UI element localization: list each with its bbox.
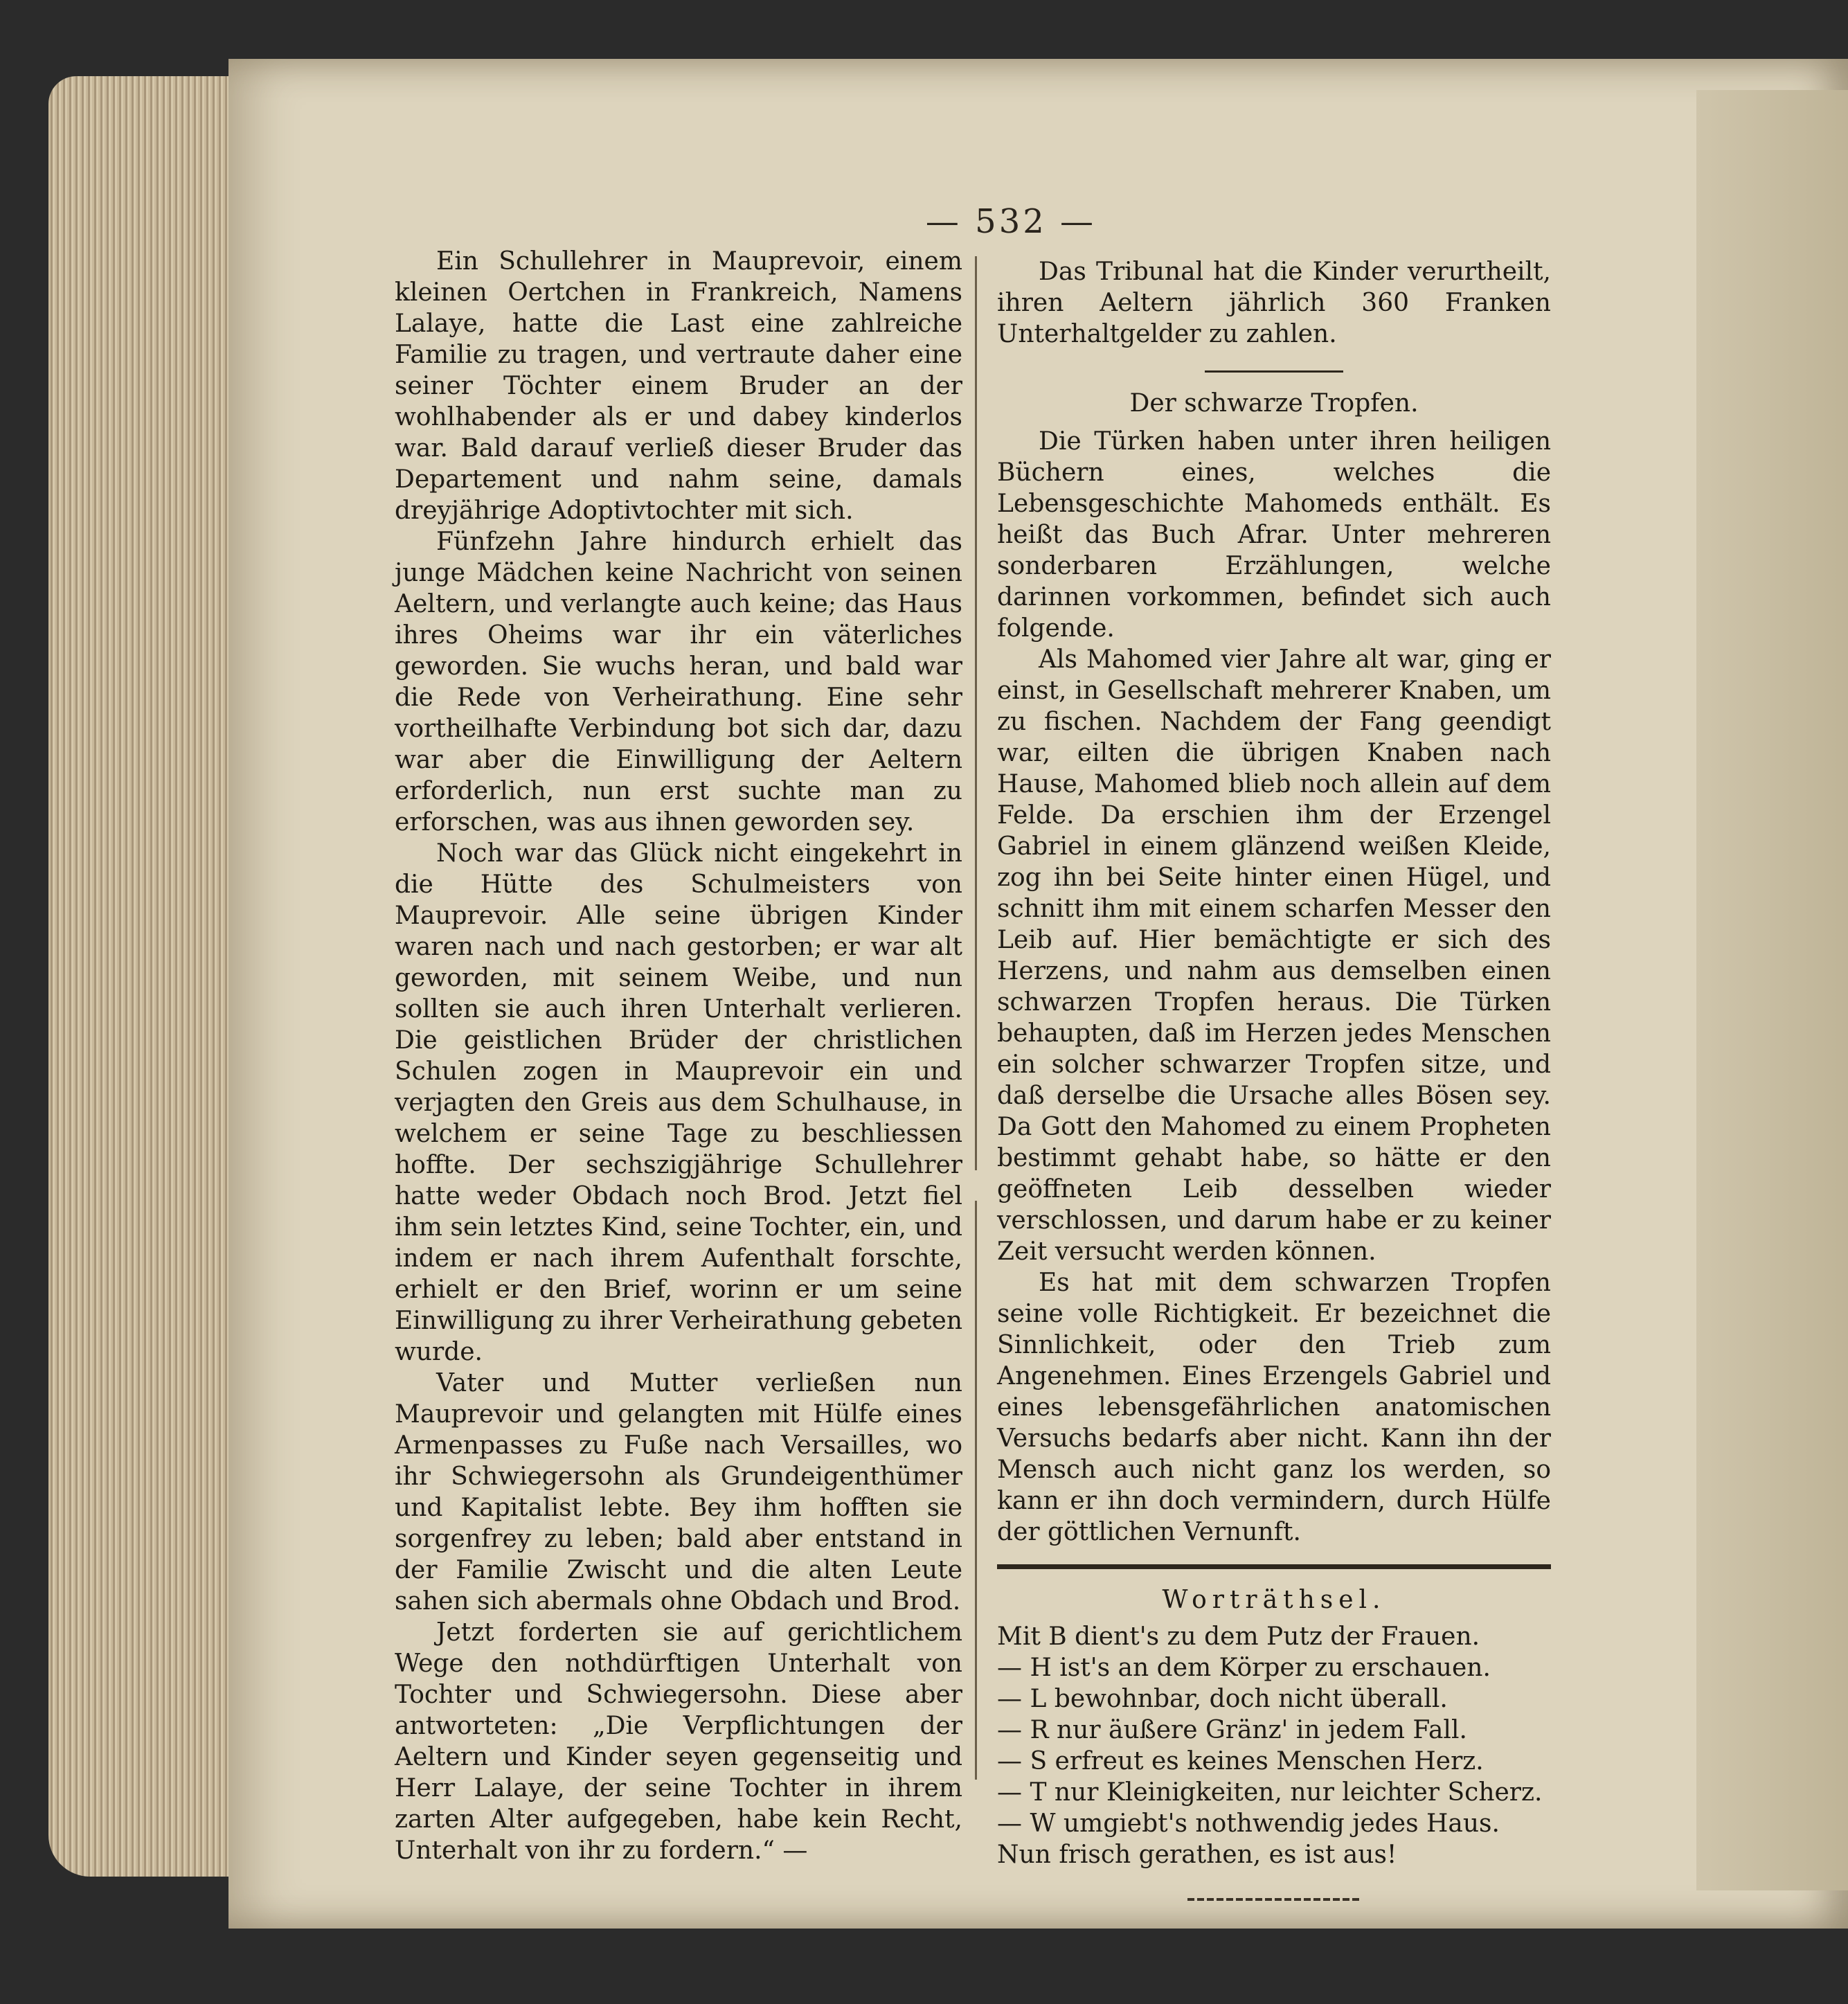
- riddle-line: — R nur äußere Gränz' in jedem Fall.: [997, 1716, 1467, 1744]
- riddle-line: — L bewohnbar, doch nicht überall.: [997, 1685, 1448, 1713]
- riddle-line: — T nur Kleinigkeiten, nur leichter Scherz.: [997, 1778, 1543, 1807]
- left-paragraph-1: Ein Schullehrer in Mauprevoir, einem kleinen Oertchen in Frankreich, Namens Lalaye, hatte die Last eine zahlreiche Familie zu tragen, und vertraute daher eine seiner Töchter einem Bruder an der wohlhabender als er und dabey kinderlos war. Bald darauf verließ dieser Bruder das Departement und nahm seine, damals dreyjährige Adoptivtochter mit sich.: [395, 247, 962, 525]
- end-ornament: [1187, 1898, 1361, 1901]
- page-gutter-shadow: [1696, 90, 1848, 1890]
- riddle-rule: [997, 1564, 1551, 1569]
- riddle-line: Mit B dient's zu dem Putz der Frauen.: [997, 1622, 1480, 1651]
- right-paragraph-2: Als Mahomed vier Jahre alt war, ging er einst, in Gesellschaft mehrerer Knaben, um zu fischen. Nachdem der Fang geendigt war, eilten die übrigen Knaben nach Hause, Mahomed blieb noch allein auf dem Felde. Da erschien ihm der Erzengel Gabriel in einem glänzend weißen Kleide, zog ihn bei Seite hinter einen Hügel, und schnitt ihm mit einem scharfen Messer den Leib auf. Hier bemächtigte er sich des Herzens, und nahm aus demselben einen schwarzen Tropfen heraus. Die Türken behaupten, daß im Herzen jedes Menschen ein solcher schwarzer Tropfen sitze, und daß derselbe die Ursache alles Bösen sey. Da Gott den Mahomed zu einem Propheten bestimmt gehabt habe, so hätte er den geöffneten Leib desselben wieder verschlossen, und darum habe er zu keiner Zeit versucht werden können.: [997, 645, 1551, 1266]
- riddle-line: — W umgiebt's nothwendig jedes Haus.: [997, 1809, 1500, 1838]
- left-column: [395, 246, 962, 1866]
- page-number: — 532 —: [925, 202, 1097, 241]
- right-column: [997, 256, 1551, 1901]
- left-paragraph-3: Noch war das Glück nicht eingekehrt in die Hütte des Schulmeisters von Mauprevoir. Alle seine übrigen Kinder waren nach und nach gestorben; er war alt geworden, mit seinem Weibe, und nun sollten sie auch ihren Unterhalt verlieren. Die geistlichen Brüder der christlichen Schulen zogen in Mauprevoir ein und verjagten den Greis aus dem Schulhause, in welchem er seine Tage zu beschliessen hoffte. Der sechszigjährige Schullehrer hatte weder Obdach noch Brod. Jetzt fiel ihm sein letztes Kind, seine Tochter, ein, und indem er nach ihrem Aufenthalt forschte, erhielt er den Brief, worinn er um seine Einwilligung zu ihrer Verheirathung gebeten wurde.: [395, 839, 962, 1366]
- tribunal-paragraph: Das Tribunal hat die Kinder verurtheilt, ihren Aeltern jährlich 360 Franken Unterhaltgelder zu zahlen.: [997, 258, 1551, 348]
- riddle-line: Nun frisch gerathen, es ist aus!: [997, 1841, 1397, 1869]
- riddle-line: — S erfreut es keines Menschen Herz.: [997, 1747, 1484, 1775]
- section-title: Der schwarze Tropfen.: [1129, 389, 1419, 418]
- left-paragraph-2: Fünfzehn Jahre hindurch erhielt das junge Mädchen keine Nachricht von seinen Aeltern, und verlangte auch keine; das Haus ihres Oheims war ihr ein väterliches geworden. Sie wuchs heran, und bald war die Rede von Verheirathung. Eine sehr vortheilhafte Verbindung bot sich dar, dazu war aber die Einwilligung der Aeltern erforderlich, nun erst suchte man zu erforschen, was aus ihnen geworden sey.: [395, 528, 962, 837]
- left-paragraph-5: Jetzt forderten sie auf gerichtlichem Wege den nothdürftigen Unterhalt von Tochter und Schwiegersohn. Diese aber antworteten: „Die Verpflichtungen der Aeltern und Kinder seyen gegenseitig und Herr Lalaye, der seine Tochter in ihrem zarten Alter aufgegeben, habe kein Recht, Unterhalt von ihr zu fordern.“ —: [395, 1618, 962, 1865]
- right-paragraph-1: Die Türken haben unter ihren heiligen Büchern eines, welches die Lebensgeschichte Mahomeds enthält. Es heißt das Buch Afrar. Unter mehreren sonderbaren Erzählungen, welche darinnen vorkommen, befindet sich auch folgende.: [997, 427, 1551, 643]
- right-paragraph-3: Es hat mit dem schwarzen Tropfen seine volle Richtigkeit. Er bezeichnet die Sinnlichkeit, oder den Trieb zum Angenehmen. Eines Erzengels Gabriel und eines lebensgefährlichen anatomischen Versuchs bedarfs aber nicht. Kann ihn der Mensch auch nicht ganz los werden, so kann er ihn doch vermindern, durch Hülfe der göttlichen Vernunft.: [997, 1269, 1551, 1546]
- riddle-line: — H ist's an dem Körper zu erschauen.: [997, 1654, 1491, 1682]
- riddle-title: Worträthsel.: [1162, 1586, 1386, 1614]
- section-rule: [1205, 370, 1343, 373]
- left-paragraph-4: Vater und Mutter verließen nun Mauprevoir und gelangten mit Hülfe eines Armenpasses zu Fuße nach Versailles, wo ihr Schwiegersohn als Grundeigenthümer und Kapitalist lebte. Bey ihm hofften sie sorgenfrey zu leben; bald aber entstand in der Familie Zwischt und die alten Leute sahen sich abermals ohne Obdach und Brod.: [395, 1369, 962, 1616]
- column-divider: [975, 256, 977, 1780]
